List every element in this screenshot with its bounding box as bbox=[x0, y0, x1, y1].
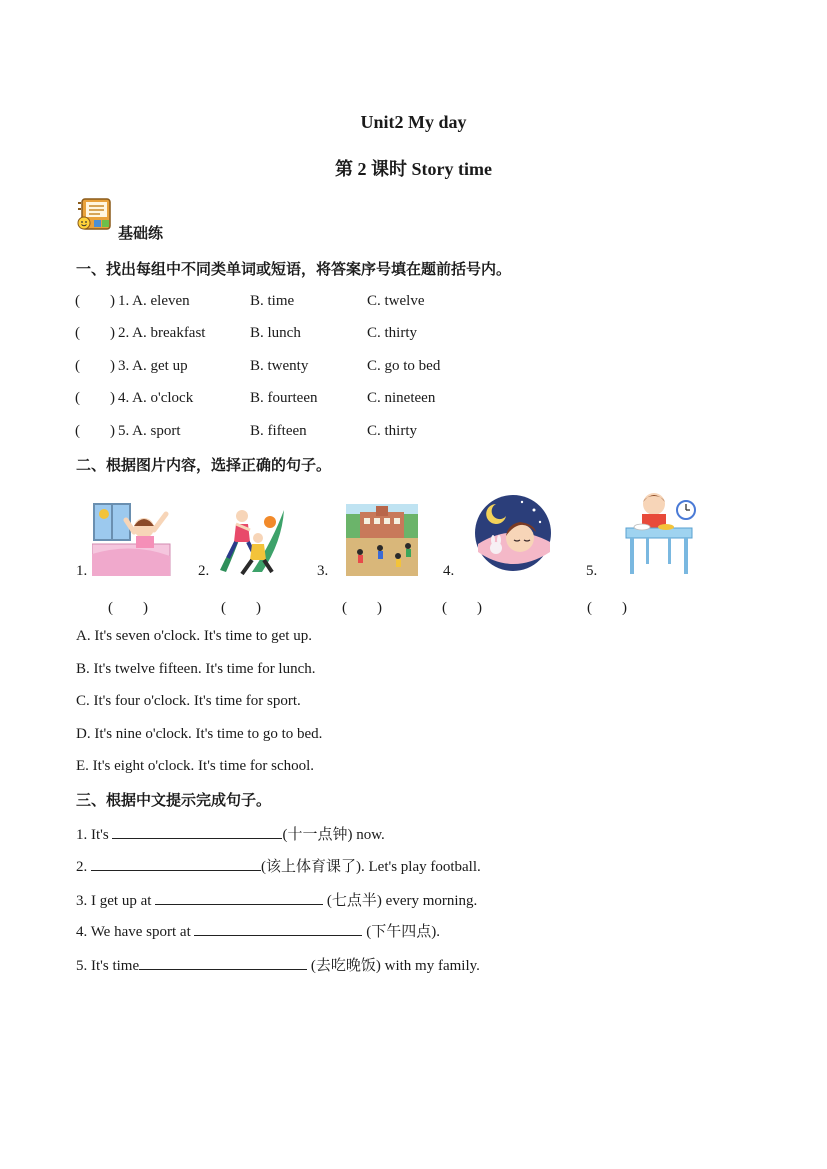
section-label: 基础练 bbox=[118, 224, 164, 242]
part1-heading: 一、找出每组中不同类单词或短语，将答案序号填在题前括号内。 bbox=[76, 260, 512, 278]
list-item: 4. We have sport at (下午四点). bbox=[76, 920, 440, 941]
part2-heading: 二、根据图片内容，选择正确的句子。 bbox=[76, 456, 332, 474]
option-e: E. It's eight o'clock. It's time for school. bbox=[76, 758, 315, 774]
notebook-icon bbox=[76, 196, 114, 234]
answer-blank[interactable]: ( ) bbox=[587, 600, 627, 616]
girl-sleeping-picture bbox=[474, 492, 552, 574]
fill-blank[interactable] bbox=[194, 921, 362, 936]
list-item: 1. It's (十一点钟) now. bbox=[76, 823, 385, 844]
answer-blank[interactable]: ( ) bbox=[108, 600, 148, 616]
girl-waking-up-picture bbox=[92, 502, 172, 576]
option-d: D. It's nine o'clock. It's time to go to bed. bbox=[76, 726, 323, 742]
part3-heading: 三、根据中文提示完成句子。 bbox=[76, 791, 272, 809]
fill-blank[interactable] bbox=[155, 890, 323, 905]
list-item: 2. (该上体育课了). Let's play football. bbox=[76, 855, 481, 876]
children-playing-sport-picture bbox=[212, 502, 288, 576]
boy-eating-lunch-picture bbox=[622, 490, 698, 576]
list-item: 3. I get up at (七点半) every morning. bbox=[76, 889, 477, 910]
list-item: 5. It's time (去吃晚饭) with my family. bbox=[76, 954, 480, 975]
school-playground-picture bbox=[346, 504, 418, 576]
answer-blank[interactable]: ( ) bbox=[342, 600, 382, 616]
option-c: C. It's four o'clock. It's time for sport. bbox=[76, 693, 301, 709]
page-subtitle: 第 2 课时 Story time bbox=[335, 159, 492, 179]
fill-blank[interactable] bbox=[91, 856, 261, 871]
answer-blank[interactable]: ( ) bbox=[442, 600, 482, 616]
fill-blank[interactable] bbox=[112, 824, 282, 839]
option-b: B. It's twelve fifteen. It's time for lunch. bbox=[76, 661, 316, 677]
answer-blank[interactable]: ( ) bbox=[221, 600, 261, 616]
fill-blank[interactable] bbox=[139, 955, 307, 970]
page-title: Unit2 My day bbox=[360, 112, 467, 132]
option-a: A. It's seven o'clock. It's time to get up. bbox=[76, 628, 312, 644]
